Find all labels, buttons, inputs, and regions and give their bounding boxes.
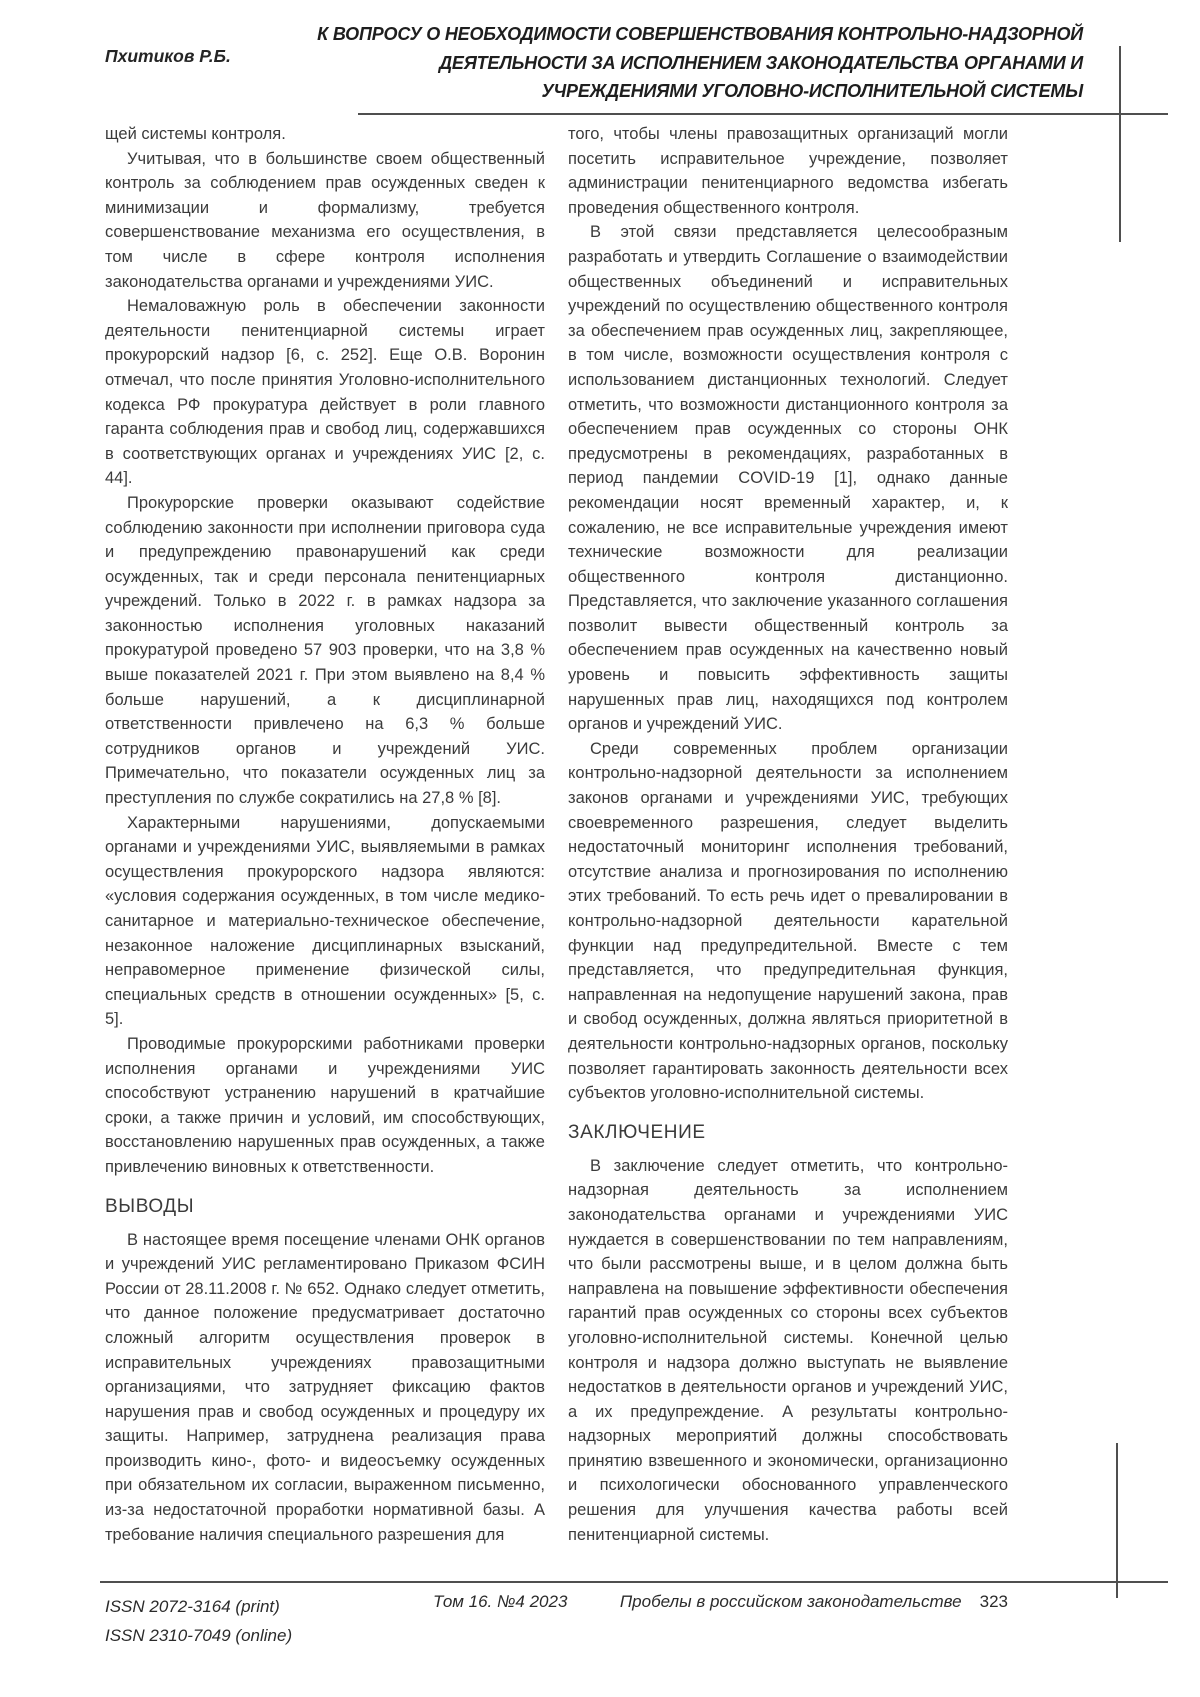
issn-block <box>105 1592 292 1650</box>
section-heading-conclusions: ВЫВОДЫ <box>105 1195 195 1217</box>
article-title-line-3: УЧРЕЖДЕНИЯМИ УГОЛОВНО-ИСПОЛНИТЕЛЬНОЙ СИСТЕМЫ <box>541 81 1083 101</box>
paragraph: Прокурорские проверки оказывают содействие соблюдению законности при исполнении приговора суда и предупреждению правонарушений как среди осужденных, так и среди персонала пенитенциарных учреждений. Только в 2022 г. в рамках надзора за законностью исполнения уголовных наказаний прокуратурой проведено 57 903 проверки, что на 3,8 % выше показателей 2021 г. При этом выявлено на 8,4 % больше нарушений, а к дисциплинарной ответственности привлечено на 6,3 % больше сотрудников органов и учреждений УИС. Примечательно, что показатели осужденных лиц за преступления по службе сократились на 27,8 % [8]. <box>105 493 545 808</box>
header-rule <box>358 113 1168 115</box>
page-number: 323 <box>979 1592 1008 1611</box>
issn-print: ISSN 2072-3164 (print) <box>105 1597 280 1616</box>
paragraph: Характерными нарушениями, допускаемыми органами и учреждениями УИС, выявляемыми в рамках осуществления прокурорского надзора являются: «условия содержания осужденных, в том числе медико-санитарное и материально-техническое обеспечение, незаконное наложение дисциплинарных взысканий, неправомерное применение физической силы, специальных средств в отношении осужденных» [5, с. 5]. <box>105 813 545 1029</box>
paragraph: В этой связи представляется целесообразным разработать и утвердить Соглашение о взаимодействии общественных объединений и исправительных учреждений по осуществлению общественного контроля за обеспечением прав осужденных лиц, закрепляющее, в том числе, возможности осуществления контроля с использованием дистанционных технологий. Следует отметить, что возможности дистанционного контроля за обеспечением прав осужденных со стороны ОНК предусмотрены в рекомендациях, разработанных в период пандемии COVID-19 [1], однако данные рекомендации носят временный характер, и, к сожалению, не все исправительные учреждения имеют технические возможности для реализации общественного контроля дистанционно. Представляется, что заключение указанного соглашения позволит вывести общественный контроль за обеспечением прав осужденных на качественно новый уровень и повысить эффективность защиты нарушенных прав лиц, находящихся под контролем органов и учреждений УИС. <box>568 223 1008 734</box>
article-title-line-1: К ВОПРОСУ О НЕОБХОДИМОСТИ СОВЕРШЕНСТВОВАНИЯ КОНТРОЛЬНО-НАДЗОРНОЙ <box>317 24 1083 44</box>
volume-issue: Том 16. №4 2023 <box>433 1592 568 1611</box>
paragraph-continued: того, чтобы члены правозащитных организаций могли посетить исправительное учреждение, позволяет администрации пенитенциарного ведомства избегать проведения общественного контроля. <box>568 125 1008 217</box>
bottom-right-vertical-rule <box>1116 1443 1118 1598</box>
top-right-vertical-rule <box>1119 46 1121 242</box>
issn-online: ISSN 2310-7049 (online) <box>105 1626 293 1645</box>
paragraph: Проводимые прокурорскими работниками проверки исполнения органами и учреждениями УИС способствуют устранению нарушений в кратчайшие сроки, а также причин и условий, им способствующих, восстановлению нарушенных прав осужденных, а также привлечению виновных к ответственности. <box>105 1034 545 1176</box>
paragraph-continued: щей системы контроля. <box>105 125 286 143</box>
section-heading-final: ЗАКЛЮЧЕНИЕ <box>568 1121 706 1143</box>
journal-title: Пробелы в российском законодательстве <box>619 1592 962 1611</box>
journal-title-block <box>620 1592 1008 1612</box>
article-title-line-2: ДЕЯТЕЛЬНОСТИ ЗА ИСПОЛНЕНИЕМ ЗАКОНОДАТЕЛЬСТВА ОРГАНАМИ И <box>439 52 1083 73</box>
left-text-column <box>105 122 545 1547</box>
paragraph: Учитывая, что в большинстве своем общественный контроль за соблюдением прав осужденных сведен к минимизации и формализму, требуется совершенствование механизма его осуществления, в том числе в сфере контроля исполнения законодательства органами и учреждениями УИС. <box>105 149 545 291</box>
paragraph: Среди современных проблем организации контрольно-надзорной деятельности за исполнением законов органами и учреждениями УИС, требующих своевременного разрешения, следует выделить недостаточный мониторинг исполнения требований, отсутствие анализа и прогнозирования по исполнению этих требований. То есть речь идет о превалировании в контрольно-надзорной деятельности карательной функции над предупредительной. Вместе с тем представляется, что предупредительная функция, направленная на недопущение нарушений закона, прав и свобод осужденных, должна являться приоритетной в деятельности контрольно-надзорных органов, поскольку позволяет гарантировать законность деятельности всех субъектов уголовно-исполнительной системы. <box>568 739 1008 1103</box>
paragraph: В настоящее время посещение членами ОНК органов и учреждений УИС регламентировано Приказом ФСИН России от 28.11.2008 г. № 652. Однако следует отметить, что данное положение предусматривает достаточно сложный алгоритм осуществления проверок в исправительных учреждениях правозащитными организациями, что затрудняет фиксацию фактов нарушения прав и свобод осужденных и процедуру их защиты. Например, затруднена реализация права производить кино-, фото- и видеосъемку осужденных при обязательном их согласии, выраженном письменно, из-за недостаточной проработки нормативной базы. А требование наличия специального разрешения для <box>105 1230 545 1544</box>
right-text-column <box>568 122 1008 1547</box>
paragraph: В заключение следует отметить, что контрольно-надзорная деятельность за исполнением законодательства органами и учреждениями УИС нуждается в совершенствовании по тем направлениям, что были рассмотрены выше, и в целом должна быть направлена на повышение эффективности обеспечения гарантий прав осужденных со стороны всех субъектов уголовно-исполнительной системы. Конечной целью контроля и надзора должно выступать не выявление недостатков в деятельности органов и учреждений УИС, а их предупреждение. А результаты контрольно-надзорных мероприятий должны способствовать принятию взвешенного и экономически, организационно и психологически обоснованного управленческого решения для улучшения качества работы всей пенитенциарной системы. <box>568 1156 1008 1544</box>
article-title <box>317 20 1083 106</box>
paragraph: Немаловажную роль в обеспечении законности деятельности пенитенциарной системы играет прокурорский надзор [6, с. 252]. Еще О.В. Воронин отмечал, что после принятия Уголовно-исполнительного кодекса РФ прокуратура действует в роли главного гаранта соблюдения прав и свобод лиц, содержавшихся в соответствующих органах и учреждениях УИС [2, с. 44]. <box>105 297 545 488</box>
author-name: Пхитиков Р.Б. <box>105 46 231 66</box>
footer-rule <box>100 1581 1168 1583</box>
